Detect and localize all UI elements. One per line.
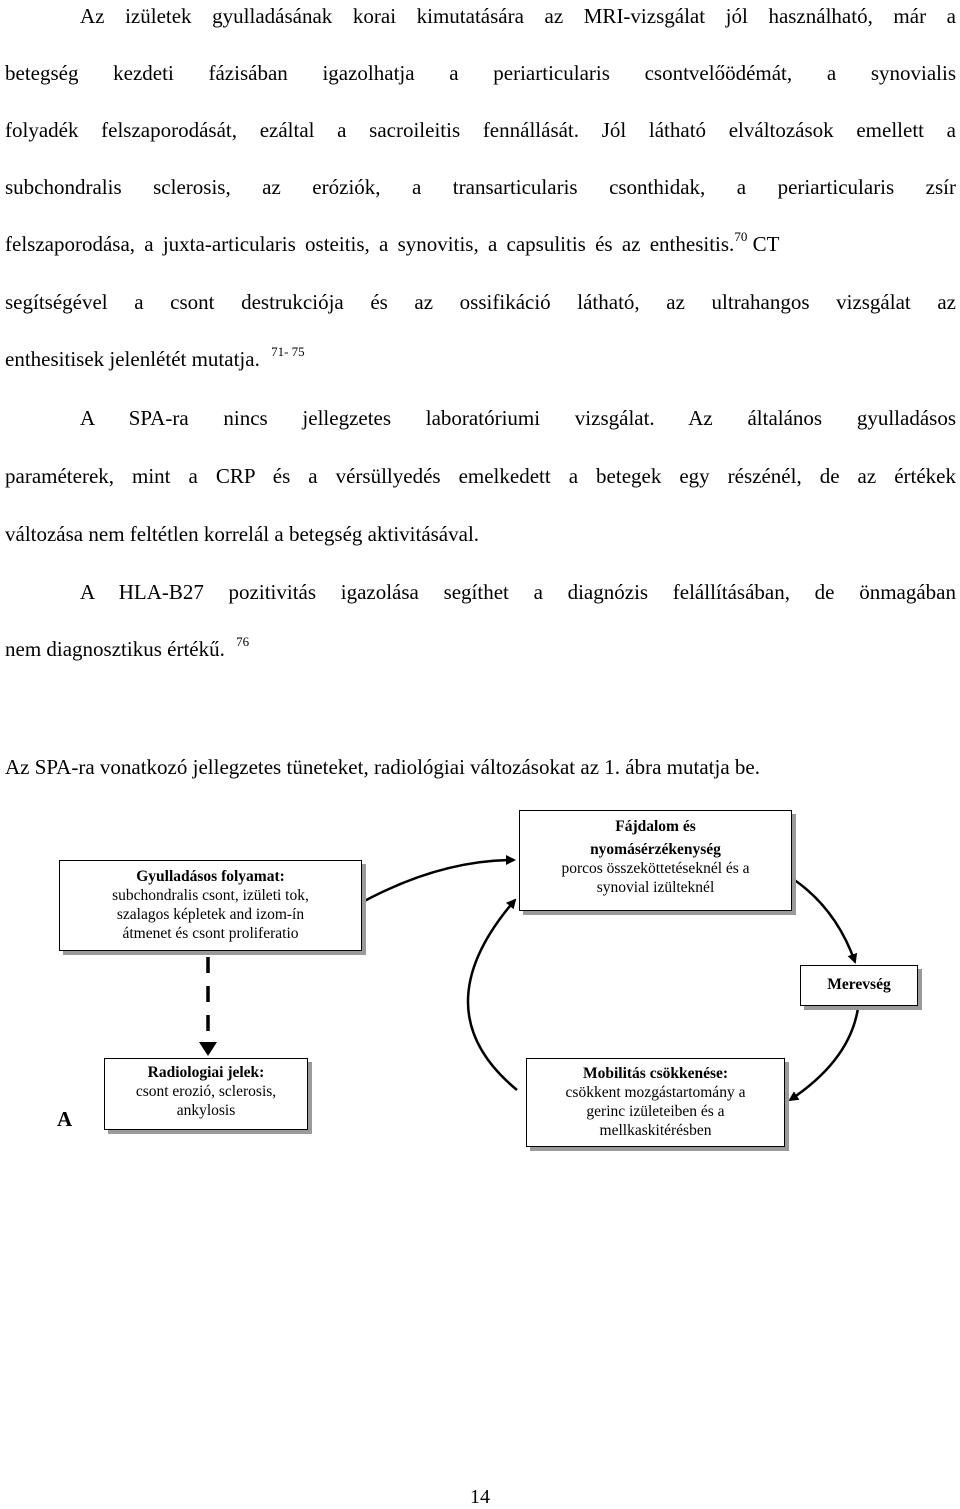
p1-line-3: folyadék felszaporodását, ezáltal a sacroileitis fennállását. Jól látható elváltozások emellett a (5, 118, 956, 142)
p1-line-5-tail: CT (747, 232, 780, 256)
mobility-line-1: csökkent mozgástartomány a (565, 1084, 746, 1101)
mobility-box (526, 1058, 785, 1147)
p1-line-5-text: felszaporodása, a juxta-articularis osteitis, a synovitis, a capsulitis és az enthesitis. (5, 232, 735, 256)
radiology-line-1: csont erozió, sclerosis, (135, 1083, 277, 1100)
dashed-arrowhead (199, 1042, 217, 1056)
inflammation-box (59, 860, 362, 951)
radiology-box (104, 1058, 308, 1130)
p2-line-1: A SPA-ra nincs jellegzetes laboratóriumi vizsgálat. Az általános gyulladásos (80, 406, 956, 430)
diagram-label-a: A (57, 1107, 73, 1131)
p1-line-2: betegség kezdeti fázisában igazolhatja a periarticularis csontvelőödémát, a synovialis (5, 61, 956, 85)
radiology-title: Radiologiai jelek: (147, 1064, 265, 1081)
p3-line-2-text: nem diagnosztikus értékű. (5, 637, 225, 661)
page-number: 14 (470, 1486, 490, 1508)
pain-box (519, 810, 792, 911)
mobility-title: Mobilitás csökkenése: (582, 1065, 729, 1082)
pain-line-2: synovial izülteknél (596, 879, 715, 896)
pain-title-1: Fájdalom és (615, 818, 696, 835)
mobility-line-2: gerinc izületeiben és a (586, 1103, 725, 1120)
reference-70: 70 (734, 229, 748, 244)
stiffness-title: Merevség (827, 976, 891, 993)
p1-line-1: Az izületek gyulladásának korai kimutatására az MRI-vizsgálat jól használható, már a (80, 4, 956, 28)
p1-line-4: subchondralis sclerosis, az eróziók, a transarticularis csonthidak, a periarticularis zsír (5, 175, 956, 199)
reference-71-75: 71- 75 (271, 344, 305, 359)
arrow-inflammation-to-pain (340, 860, 514, 915)
inflammation-line-3: átmenet és csont proliferatio (122, 925, 299, 942)
p1-line-7-text: enthesitisek jelenlétét mutatja. (5, 347, 260, 371)
p2-line-2: paraméterek, mint a CRP és a vérsüllyedés emelkedett a betegek egy részénél, de az értékek (5, 464, 956, 488)
p3-line-1: A HLA-B27 pozitivitás igazolása segíthet a diagnózis felállításában, de önmagában (80, 580, 956, 604)
p2-line-3: változása nem feltétlen korrelál a betegség aktivitásával. (5, 522, 480, 546)
stiffness-box (800, 965, 918, 1006)
p1-line-6: segítségével a csont destrukciója és az ossifikáció látható, az ultrahangos vizsgálat az (5, 290, 956, 314)
inflammation-title: Gyulladásos folyamat: (136, 868, 285, 885)
inflammation-line-2: szalagos képletek and izom-ín (116, 906, 305, 923)
pain-title-2: nyomásérzékenység (590, 841, 721, 858)
inflammation-line-1: subchondralis csont, izületi tok, (112, 887, 309, 904)
arrow-mobility-to-pain (468, 900, 517, 1090)
reference-76: 76 (236, 634, 250, 649)
radiology-line-2: ankylosis (176, 1102, 236, 1119)
pain-line-1: porcos összeköttetéseknél és a (561, 860, 750, 877)
mobility-line-3: mellkaskitérésben (599, 1122, 712, 1139)
arrow-pain-to-stiffness (787, 875, 855, 962)
figure-intro: Az SPA-ra vonatkozó jellegzetes tüneteket, radiológiai változásokat az 1. ábra mutatja be. (5, 755, 760, 779)
arrow-stiffness-to-mobility (790, 1008, 858, 1100)
